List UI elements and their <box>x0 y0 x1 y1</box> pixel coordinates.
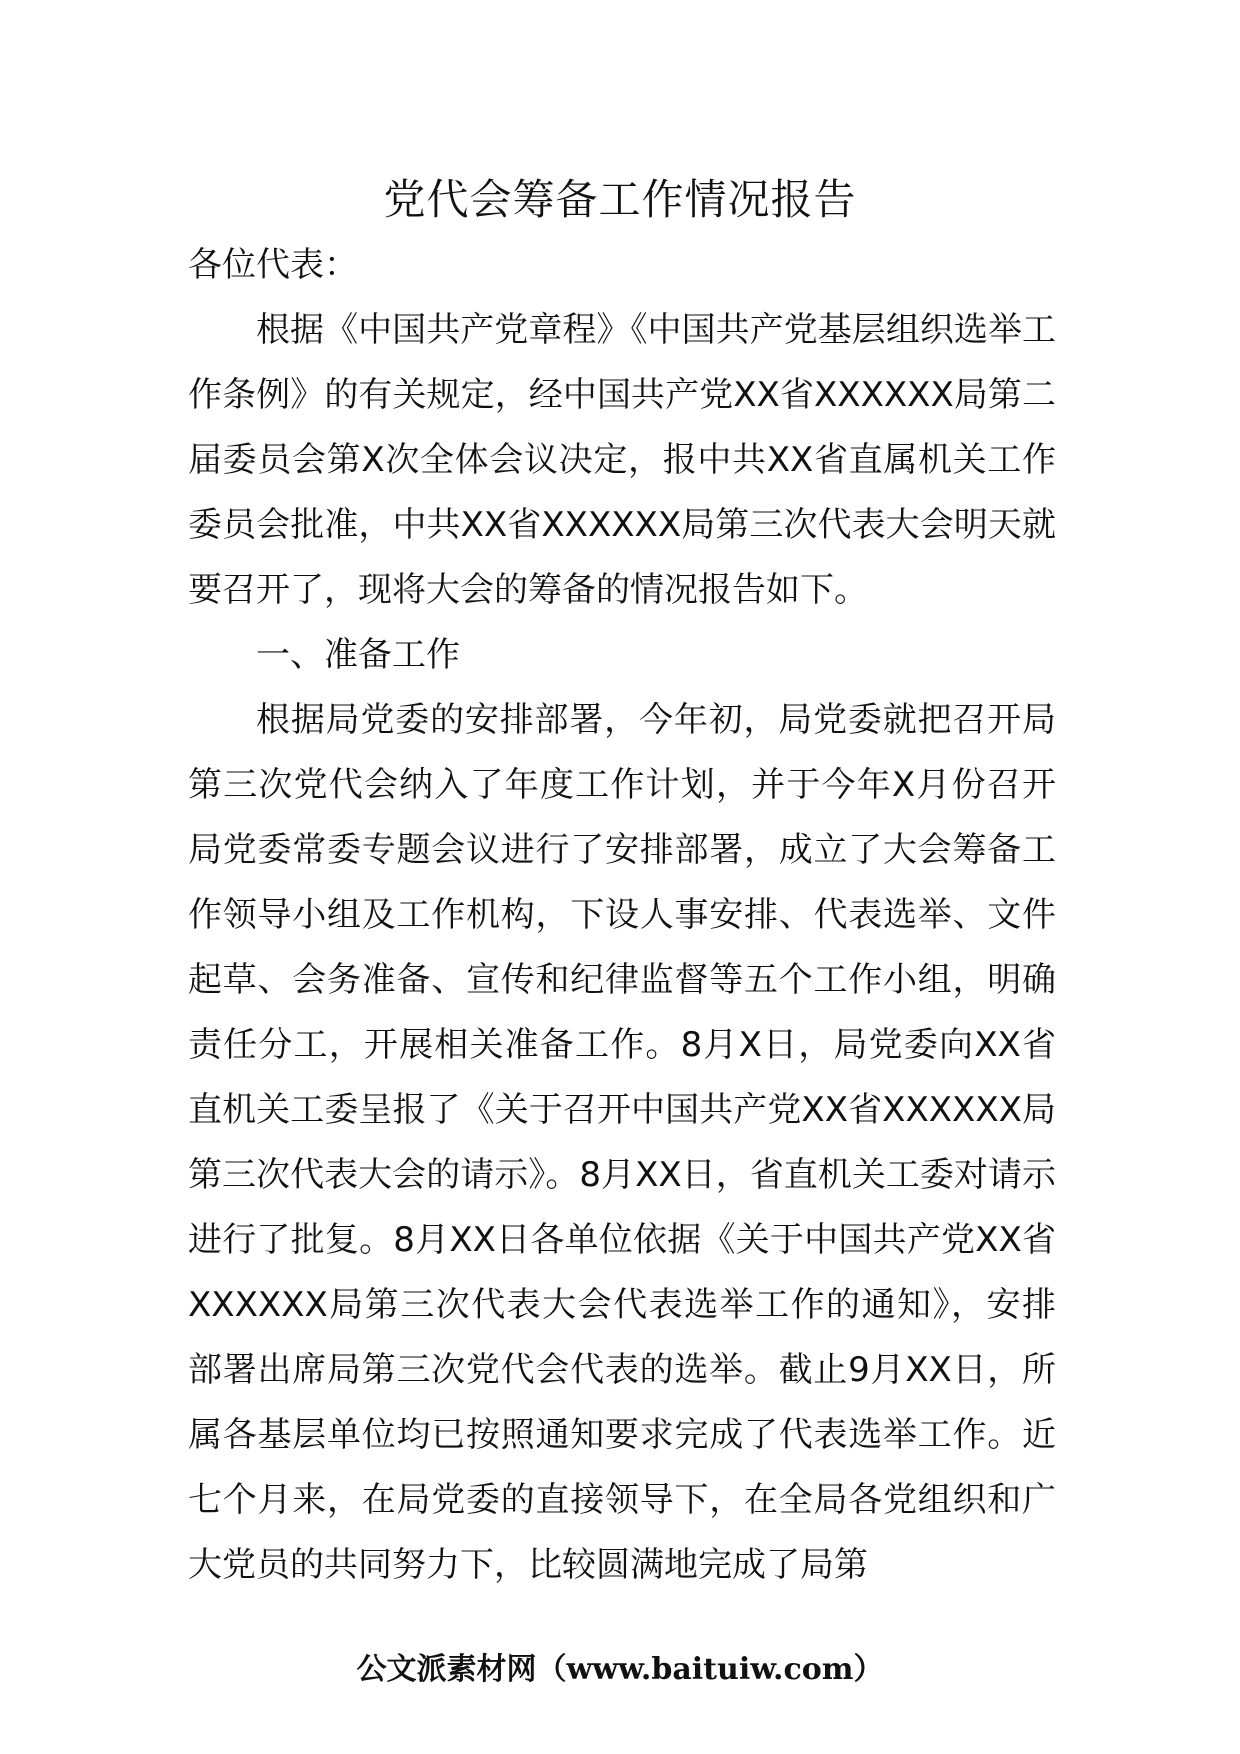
paragraph-intro: 根据《中国共产党章程》《中国共产党基层组织选举工作条例》的有关规定，经中国共产党XX省XXXXXX局第二届委员会第X次全体会议决定，报中共XX省直属机关工作委员会批准，中共XX省XXXXXX局第三次代表大会明天就要召开了，现将大会的筹备的情况报告如下。 <box>188 310 1056 610</box>
body-paragraphs <box>188 298 1056 1598</box>
salutation: 各位代表： <box>188 245 358 285</box>
section-heading-preparation: 一、准备工作 <box>256 635 460 675</box>
paragraph-preparation-details: 根据局党委的安排部署，今年初，局党委就把召开局第三次党代会纳入了年度工作计划，并于今年X月份召开局党委常委专题会议进行了安排部署，成立了大会筹备工作领导小组及工作机构，下设人事安排、代表选举、文件起草、会务准备、宣传和纪律监督等五个工作小组，明确责任分工，开展相关准备工作。8月X日，局党委向XX省直机关工委呈报了《关于召开中国共产党XX省XXXXXX局第三次代表大会的请示》。8月XX日，省直机关工委对请示进行了批复。8月XX日各单位依据《关于中国共产党XX省XXXXXX局第三次代表大会代表选举工作的通知》，安排部署出席局第三次党代会代表的选举。截止9月XX日，所属各基层单位均已按照通知要求完成了代表选举工作。近七个月来，在局党委的直接领导下，在全局各党组织和广大党员的共同努力下，比较圆满地完成了局第 <box>188 700 1056 1585</box>
footer-watermark: 公文派素材网（www.baituiw.com） <box>356 1652 884 1687</box>
document-title: 党代会筹备工作情况报告 <box>383 175 857 224</box>
